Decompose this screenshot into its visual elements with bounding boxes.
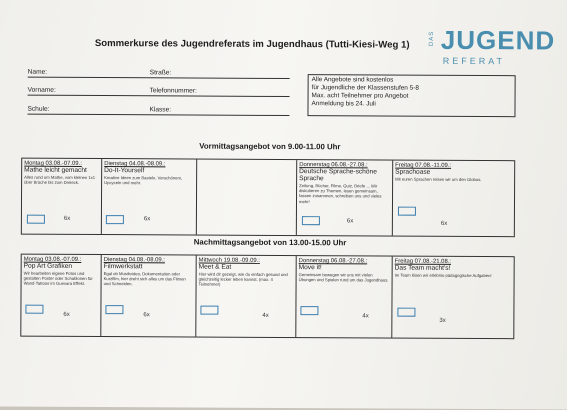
session-count: 6x [63,215,71,222]
course-desc: Zeitung, Bücher, Filme, Quiz, Briefe ... Wir diskutieren zu Themen, lesen gemeinsam, fassen zusammen, schreiben uns und vieles mehr! [298,183,382,204]
course-title: Pop Art Grafiken [23,262,73,270]
course-date: Dienstag 04.08.-08.09.: [104,161,166,168]
course-cell [392,257,513,339]
session-count: 6x [143,312,150,319]
course-desc: Alles rund um Mathe, vom kleinen 1x1 über Brüche bis zum Dreieck. [24,174,96,186]
morning-heading: Vormittagsangebot von 9.00-11.00 Uhr [199,141,341,152]
session-count: 4x [362,313,369,320]
logo-referat: REFERAT [442,55,506,67]
course-desc: Kreative Ideen zum Basteln, Verschönern, Upcyceln und mehr. [104,175,183,186]
jugendreferat-logo [428,24,556,74]
signup-checkbox[interactable] [397,308,415,317]
signup-checkbox[interactable] [105,305,123,314]
course-date: Freitag 07.08.-21.08.: [394,258,452,265]
signup-checkbox[interactable] [300,306,318,315]
signup-checkbox[interactable] [302,216,320,225]
course-title: Move it! [298,264,322,272]
course-desc: Egal ob Musikvideo, Dokumentation oder Kurzfilm, hier dreht sich alles um das Filmen und Schneiden. [103,271,186,287]
info-line: Max. acht Teilnehmer pro Angebot [311,91,409,100]
course-date: Donnerstag 06.08.-27.08.: [299,162,368,169]
course-cell [296,256,392,338]
course-title: Deutsche Sprache-schöne Sprache [299,168,377,183]
signup-checkbox[interactable] [398,207,416,216]
info-line: für Jugendliche der Klassenstufen 5-8 [311,84,419,92]
morning-grid [21,158,515,238]
course-date: Freitag 07.08.-11.09.: [395,162,452,169]
course-desc: Gemeinsam bewegen wir uns mit vielen Übungen und Spielen rund um das Jugendhaus. [298,272,389,283]
course-title: Filmwerkstatt [103,263,143,271]
course-cell [196,256,296,338]
course-cell [102,159,197,234]
page-title: Sommerkurse des Jugendreferats im Jugendhaus (Tutti-Kiesi-Weg 1) [94,38,410,51]
schule-label: Schule: [27,105,50,113]
afternoon-grid [20,254,514,340]
info-line: Alle Angebote sind kostenlos [311,76,394,84]
course-desc: Hier wird dir gezeigt, wie du einfach gesund und gleichzeitig lecker leben kannst. (max. 4 Teilnehmer) [198,271,288,288]
course-date: Mittwoch 19.08.-09.09.: [198,257,260,264]
course-desc: Mit euren Sprachen reisen wir um den Globus. [395,176,482,183]
klasse-label: Klasse: [149,106,172,114]
logo-jugend: JUGEND [440,24,556,56]
session-count: 6x [63,311,70,318]
session-count: 6x [440,220,448,227]
course-title: Sprachoase [395,168,431,176]
empty-cell [197,160,297,236]
vorname-line[interactable] [28,95,290,97]
strasse-label: Straße: [149,69,172,77]
schule-line[interactable] [27,114,289,116]
name-line[interactable] [28,77,290,79]
session-count: 6x [346,218,354,225]
course-cell [22,159,102,234]
course-date: Montag 03.08.-07.09.: [24,160,82,167]
session-count: 4x [262,312,269,319]
course-cell [393,161,514,237]
session-count: 6x [143,216,151,223]
info-box [307,74,515,117]
course-title: Meet & Eat [198,263,232,271]
course-desc: Im Team lösen wir erlebnis-pädagogische Aufgaben! [394,272,492,279]
course-title: Mathe leicht gemacht [24,166,87,174]
course-cell [101,255,196,336]
course-cell [297,160,393,236]
course-desc: Wir bearbeiten eigene Fotos und gestalten Poster oder Schablonen für Wand-Tattoos im Guevara Effekt. [23,270,93,287]
course-title: Do-It-Yourself [104,167,145,175]
session-count: 3x [439,317,446,324]
signup-checkbox[interactable] [106,215,124,224]
course-date: Donnerstag 06.08.-27.08.: [298,258,368,265]
vorname-label: Vorname: [27,86,56,94]
signup-checkbox[interactable] [200,306,218,315]
course-date: Montag 03.08.-07.09.: [23,256,82,263]
signup-checkbox[interactable] [25,305,43,314]
info-line: Anmeldung bis 24. Juli [311,99,376,108]
signup-checkbox[interactable] [27,215,45,224]
course-cell [21,255,101,336]
course-date: Dienstag 04.08.-08.09.: [103,257,165,264]
course-title: Das Team macht's! [394,264,451,272]
name-label: Name: [27,68,48,76]
logo-das: DAS [428,30,435,47]
afternoon-heading: Nachmittagsangebot von 13.00-15.00 Uhr [193,237,347,248]
telefon-label: Telefonnummer: [149,87,197,95]
